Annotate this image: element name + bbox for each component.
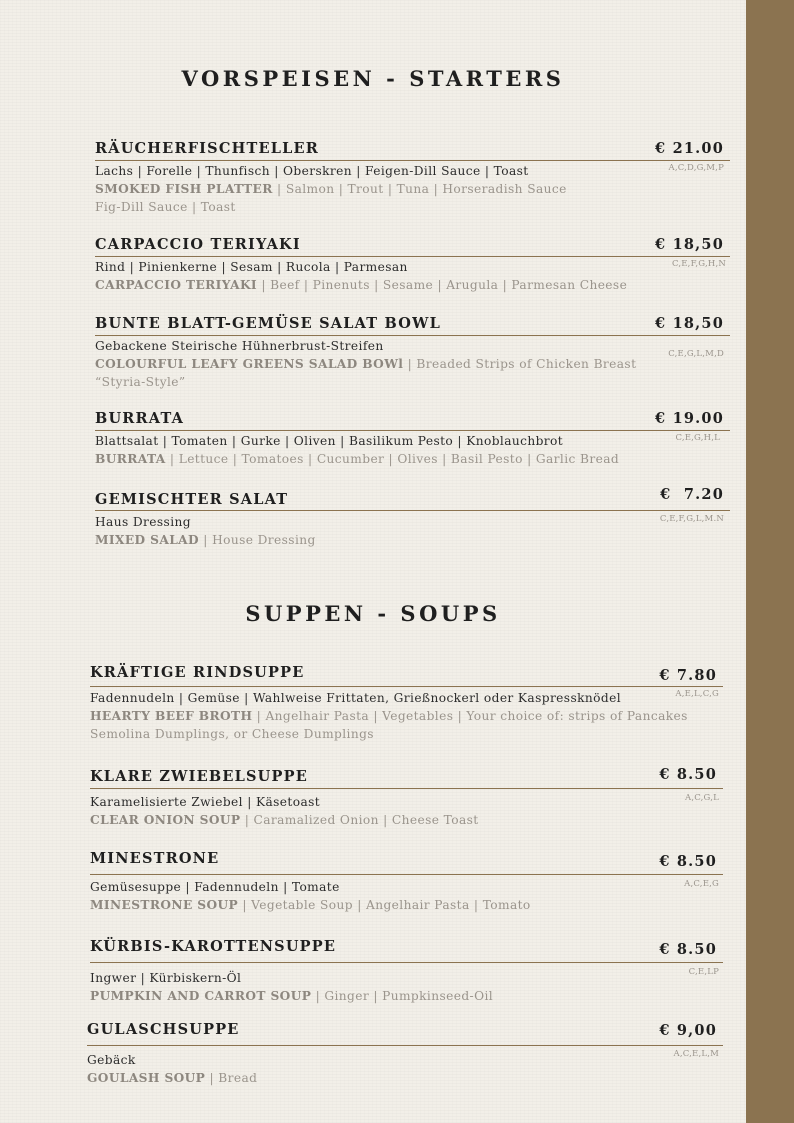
menu-item xyxy=(95,140,730,214)
item-divider xyxy=(90,686,723,687)
item-description-en: PUMPKIN AND CARROT SOUP | Ginger | Pumpkinseed-Oil xyxy=(90,989,494,1003)
item-price: € 18,50 xyxy=(655,236,724,253)
item-price: € 18,50 xyxy=(655,315,724,332)
side-accent-bar xyxy=(746,0,794,1123)
item-description-en: HEARTY BEEF BROTH | Angelhair Pasta | Vegetables | Your choice of: strips of Pancakes Semolina Dumplings, or Cheese Dumplings xyxy=(90,709,688,741)
item-allergens: C,E,LP xyxy=(688,967,719,977)
item-description-en: COLOURFUL LEAFY GREENS SALAD BOWl | Breaded Strips of Chicken Breast “Styria-Style” xyxy=(95,357,637,389)
item-divider xyxy=(90,962,723,963)
item-name-en: HEARTY BEEF BROTH xyxy=(90,709,253,723)
item-allergens: C,E,F,G,H,N xyxy=(671,259,726,269)
item-description-de: Rind | Pinienkerne | Sesam | Rucola | Parmesan xyxy=(95,260,408,274)
menu-item xyxy=(95,315,730,389)
item-name-en: MINESTRONE SOUP xyxy=(90,898,239,912)
menu-item xyxy=(90,938,723,1003)
item-allergens: A,E,L,C,G xyxy=(675,689,719,699)
menu-item xyxy=(95,236,730,292)
item-name: GULASCHSUPPE xyxy=(87,1021,240,1038)
item-divider xyxy=(95,256,730,257)
item-divider xyxy=(95,335,730,336)
item-description-en: BURRATA | Lettuce | Tomatoes | Cucumber | Olives | Basil Pesto | Garlic Bread xyxy=(95,452,620,466)
item-name: KRÄFTIGE RINDSUPPE xyxy=(90,664,305,681)
item-divider xyxy=(95,430,730,431)
item-description-de: Blattsalat | Tomaten | Gurke | Oliven | Basilikum Pesto | Knoblauchbrot xyxy=(95,434,564,448)
item-description-de: Karamelisierte Zwiebel | Käsetoast xyxy=(90,795,321,809)
item-price: € 19.00 xyxy=(655,410,724,427)
item-description-de: Ingwer | Kürbiskern-Öl xyxy=(90,971,242,985)
item-name-en: COLOURFUL LEAFY GREENS SALAD BOWl xyxy=(95,357,404,371)
item-name: KÜRBIS-KAROTTENSUPPE xyxy=(90,938,337,955)
item-name-en: GOULASH SOUP xyxy=(87,1071,206,1085)
item-divider xyxy=(87,1045,723,1046)
item-divider xyxy=(90,788,723,789)
item-price: € 7.80 xyxy=(659,667,717,684)
item-price: € 8.50 xyxy=(659,941,717,958)
menu-item xyxy=(90,850,723,912)
item-description-en: MINESTRONE SOUP | Vegetable Soup | Angelhair Pasta | Tomato xyxy=(90,898,531,912)
item-name: BURRATA xyxy=(95,410,185,427)
menu-item xyxy=(95,486,730,547)
item-allergens: A,C,D,G,M,P xyxy=(668,163,724,173)
item-description-de: Gemüsesuppe | Fadennudeln | Tomate xyxy=(90,880,340,894)
item-allergens: C,E,F,G,L,M.N xyxy=(659,514,724,524)
item-description-de: Lachs | Forelle | Thunfisch | Oberskren | Feigen-Dill Sauce | Toast xyxy=(95,164,529,178)
item-name: CARPACCIO TERIYAKI xyxy=(95,236,301,253)
item-divider xyxy=(90,874,723,875)
item-price: € 7.20 xyxy=(660,486,724,503)
menu-item xyxy=(90,664,723,741)
item-description-en: CLEAR ONION SOUP | Caramalized Onion | Cheese Toast xyxy=(90,813,479,827)
item-name: RÄUCHERFISCHTELLER xyxy=(95,140,320,157)
item-description-en: GOULASH SOUP | Bread xyxy=(87,1071,258,1085)
item-price: € 8.50 xyxy=(659,853,717,870)
item-name: MINESTRONE xyxy=(90,850,220,867)
item-description-de: Gebackene Steirische Hühnerbrust-Streifen xyxy=(95,339,384,353)
section-title-starters: VORSPEISEN - STARTERS xyxy=(181,66,565,91)
item-name: BUNTE BLATT-GEMÜSE SALAT BOWL xyxy=(95,315,441,332)
item-description-en: CARPACCIO TERIYAKI | Beef | Pinenuts | Sesame | Arugula | Parmesan Cheese xyxy=(95,278,628,292)
item-price: € 21.00 xyxy=(655,140,724,157)
item-allergens: A,C,E,G xyxy=(684,879,719,889)
item-name-en: CLEAR ONION SOUP xyxy=(90,813,241,827)
menu-item xyxy=(87,1021,723,1085)
item-description-en: SMOKED FISH PLATTER | Salmon | Trout | Tuna | Horseradish Sauce Fig-Dill Sauce | Toast xyxy=(95,182,567,214)
section-title-soups: SUPPEN - SOUPS xyxy=(245,601,501,626)
item-allergens: C,E,G,H,L xyxy=(675,433,720,443)
item-name-en: SMOKED FISH PLATTER xyxy=(95,182,273,196)
item-price: € 9,00 xyxy=(659,1022,717,1039)
item-name-en: BURRATA xyxy=(95,452,166,466)
item-divider xyxy=(95,160,730,161)
item-description-de: Haus Dressing xyxy=(95,515,191,529)
item-allergens: A,C,G,L xyxy=(685,793,719,803)
item-name-en: PUMPKIN AND CARROT SOUP xyxy=(90,989,312,1003)
menu-item xyxy=(90,766,723,827)
item-name-en: CARPACCIO TERIYAKI xyxy=(95,278,258,292)
item-price: € 8.50 xyxy=(659,766,717,783)
item-name-en: MIXED SALAD xyxy=(95,533,200,547)
item-name: GEMISCHTER SALAT xyxy=(95,491,289,508)
item-description-de: Gebäck xyxy=(87,1053,136,1067)
menu-item xyxy=(95,410,730,466)
item-allergens: C,E,G,L,M,D xyxy=(668,349,724,359)
item-divider xyxy=(95,510,730,511)
item-allergens: A,C,E,L,M xyxy=(673,1049,719,1059)
item-description-de: Fadennudeln | Gemüse | Wahlweise Frittaten, Grießnockerl oder Kaspressknödel xyxy=(90,691,621,705)
item-name: KLARE ZWIEBELSUPPE xyxy=(90,768,308,785)
item-description-en: MIXED SALAD | House Dressing xyxy=(95,533,316,547)
